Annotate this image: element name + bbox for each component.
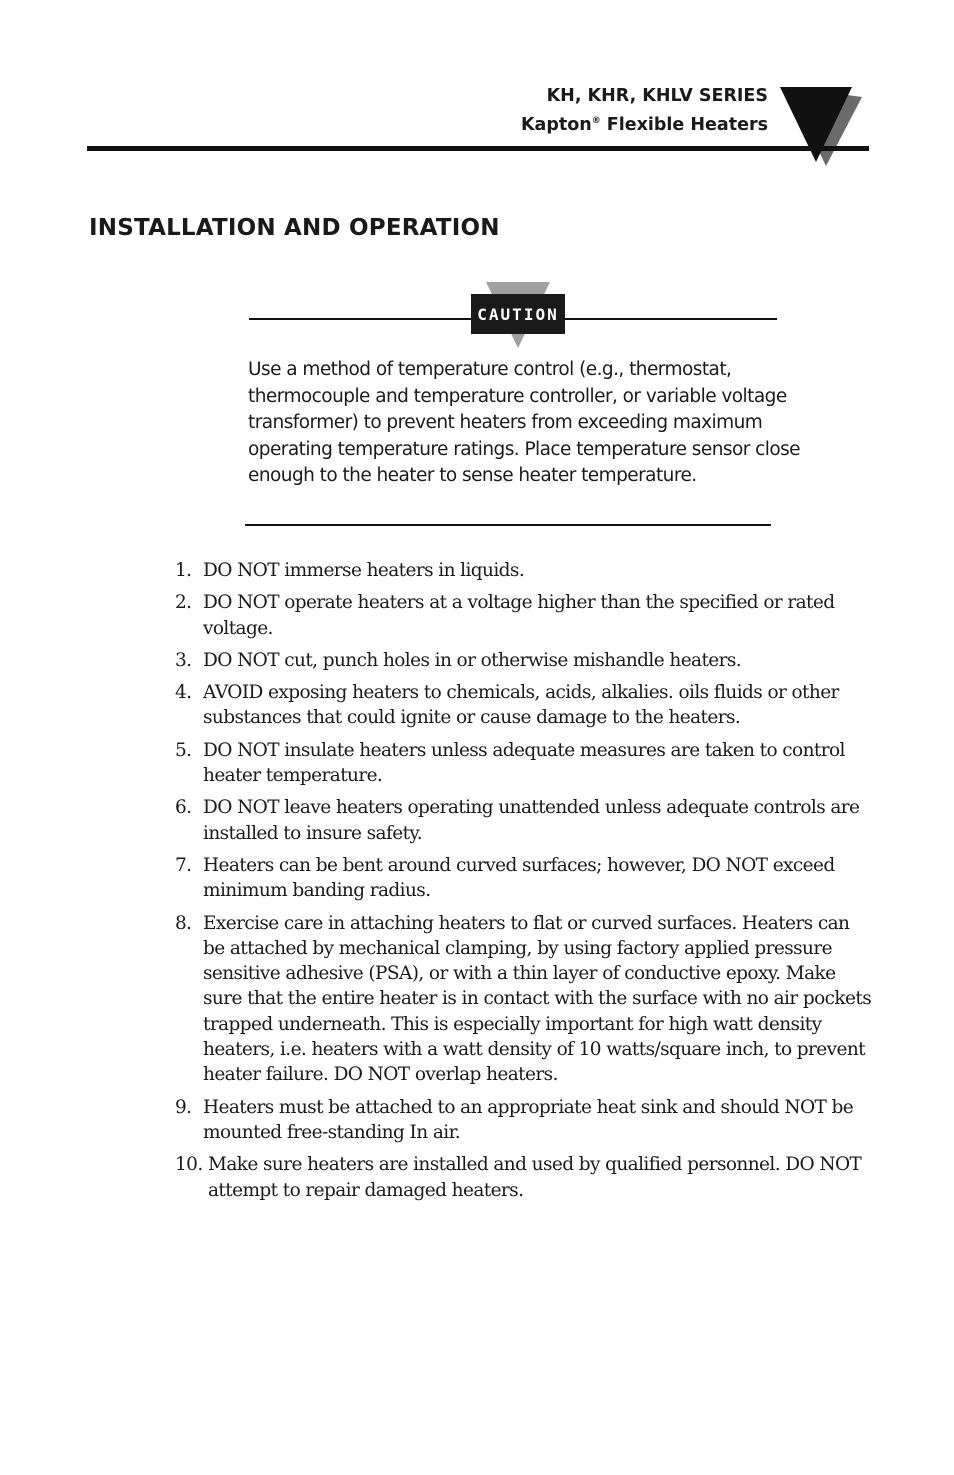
list-item-number: 8. bbox=[175, 912, 192, 934]
caution-rule-bottom bbox=[245, 524, 771, 526]
list-item-number: 2. bbox=[175, 592, 192, 614]
list-item-text: Exercise care in attaching heaters to flat or curved surfaces. Heaters can be attached by mechanical clamping, by using factory applied pressure sensitive adhesive (PSA), or with a thin layer of conductive epoxy. Make sure that the entire heater is in contact with the surface with no air pockets trapped underneath. This is especially important for high watt density heaters, i.e. heaters with a watt density of 10 watts/square inch, to prevent heater failure. DO NOT overlap heaters. bbox=[203, 912, 872, 1086]
list-item-text: DO NOT leave heaters operating unattended unless adequate controls are installed to insure safety. bbox=[203, 797, 860, 844]
caution-text: Use a method of temperature control (e.g., thermostat, thermocouple and temperature controller, or variable voltage transformer) to prevent heaters from exceeding maximum operating temperature ratings. Place temperature sensor close enough to the heater to sense heater temperature. bbox=[248, 359, 801, 486]
list-item-number: 1. bbox=[175, 560, 192, 581]
list-item bbox=[175, 648, 875, 673]
instructions-list bbox=[175, 558, 875, 1210]
list-item-text: Heaters must be attached to an appropriate heat sink and should NOT be mounted free-standing In air. bbox=[203, 1096, 854, 1143]
header-product-title bbox=[521, 115, 768, 135]
list-item-number: 5. bbox=[175, 739, 192, 761]
list-item bbox=[175, 795, 875, 846]
caution-rule-left bbox=[249, 318, 471, 320]
list-item bbox=[175, 680, 875, 731]
header-rule bbox=[87, 146, 869, 151]
list-item bbox=[175, 911, 875, 1088]
list-item bbox=[175, 1095, 875, 1146]
list-item-text: DO NOT insulate heaters unless adequate measures are taken to control heater temperature. bbox=[203, 739, 845, 787]
list-item-number: 7. bbox=[175, 854, 192, 876]
caution-rule-right bbox=[565, 318, 777, 320]
list-item-number: 4. bbox=[175, 682, 192, 704]
list-item bbox=[175, 738, 875, 789]
list-item-number: 6. bbox=[175, 797, 192, 819]
registered-mark: ® bbox=[591, 116, 601, 127]
list-item bbox=[175, 590, 875, 641]
list-item-text: Make sure heaters are installed and used by qualified personnel. DO NOT attempt to repair damaged heaters. bbox=[208, 1154, 862, 1201]
list-item-text: AVOID exposing heaters to chemicals, acids, alkalies. oils fluids or other substances that could ignite or cause damage to the heaters. bbox=[203, 682, 839, 729]
product-name: Kapton bbox=[520, 115, 592, 135]
list-item-number: 3. bbox=[175, 649, 192, 671]
list-item-text: DO NOT immerse heaters in liquids. bbox=[203, 560, 525, 581]
list-item-text: Heaters can be bent around curved surfaces; however, DO NOT exceed minimum banding radius. bbox=[203, 854, 835, 902]
section-title: INSTALLATION AND OPERATION bbox=[89, 215, 500, 241]
product-suffix: Flexible Heaters bbox=[600, 115, 768, 135]
list-item-text: DO NOT operate heaters at a voltage higher than the specified or rated voltage. bbox=[203, 592, 835, 639]
header-series-title: KH, KHR, KHLV SERIES bbox=[546, 86, 768, 106]
caution-label: CAUTION bbox=[477, 304, 559, 324]
list-item bbox=[175, 853, 875, 904]
brand-triangle-icon bbox=[778, 84, 862, 166]
list-item bbox=[175, 1152, 875, 1203]
list-item bbox=[175, 558, 875, 583]
list-item-number: 9. bbox=[175, 1096, 192, 1118]
list-item-number: 10. bbox=[175, 1154, 203, 1176]
list-item-text: DO NOT cut, punch holes in or otherwise mishandle heaters. bbox=[203, 649, 742, 671]
